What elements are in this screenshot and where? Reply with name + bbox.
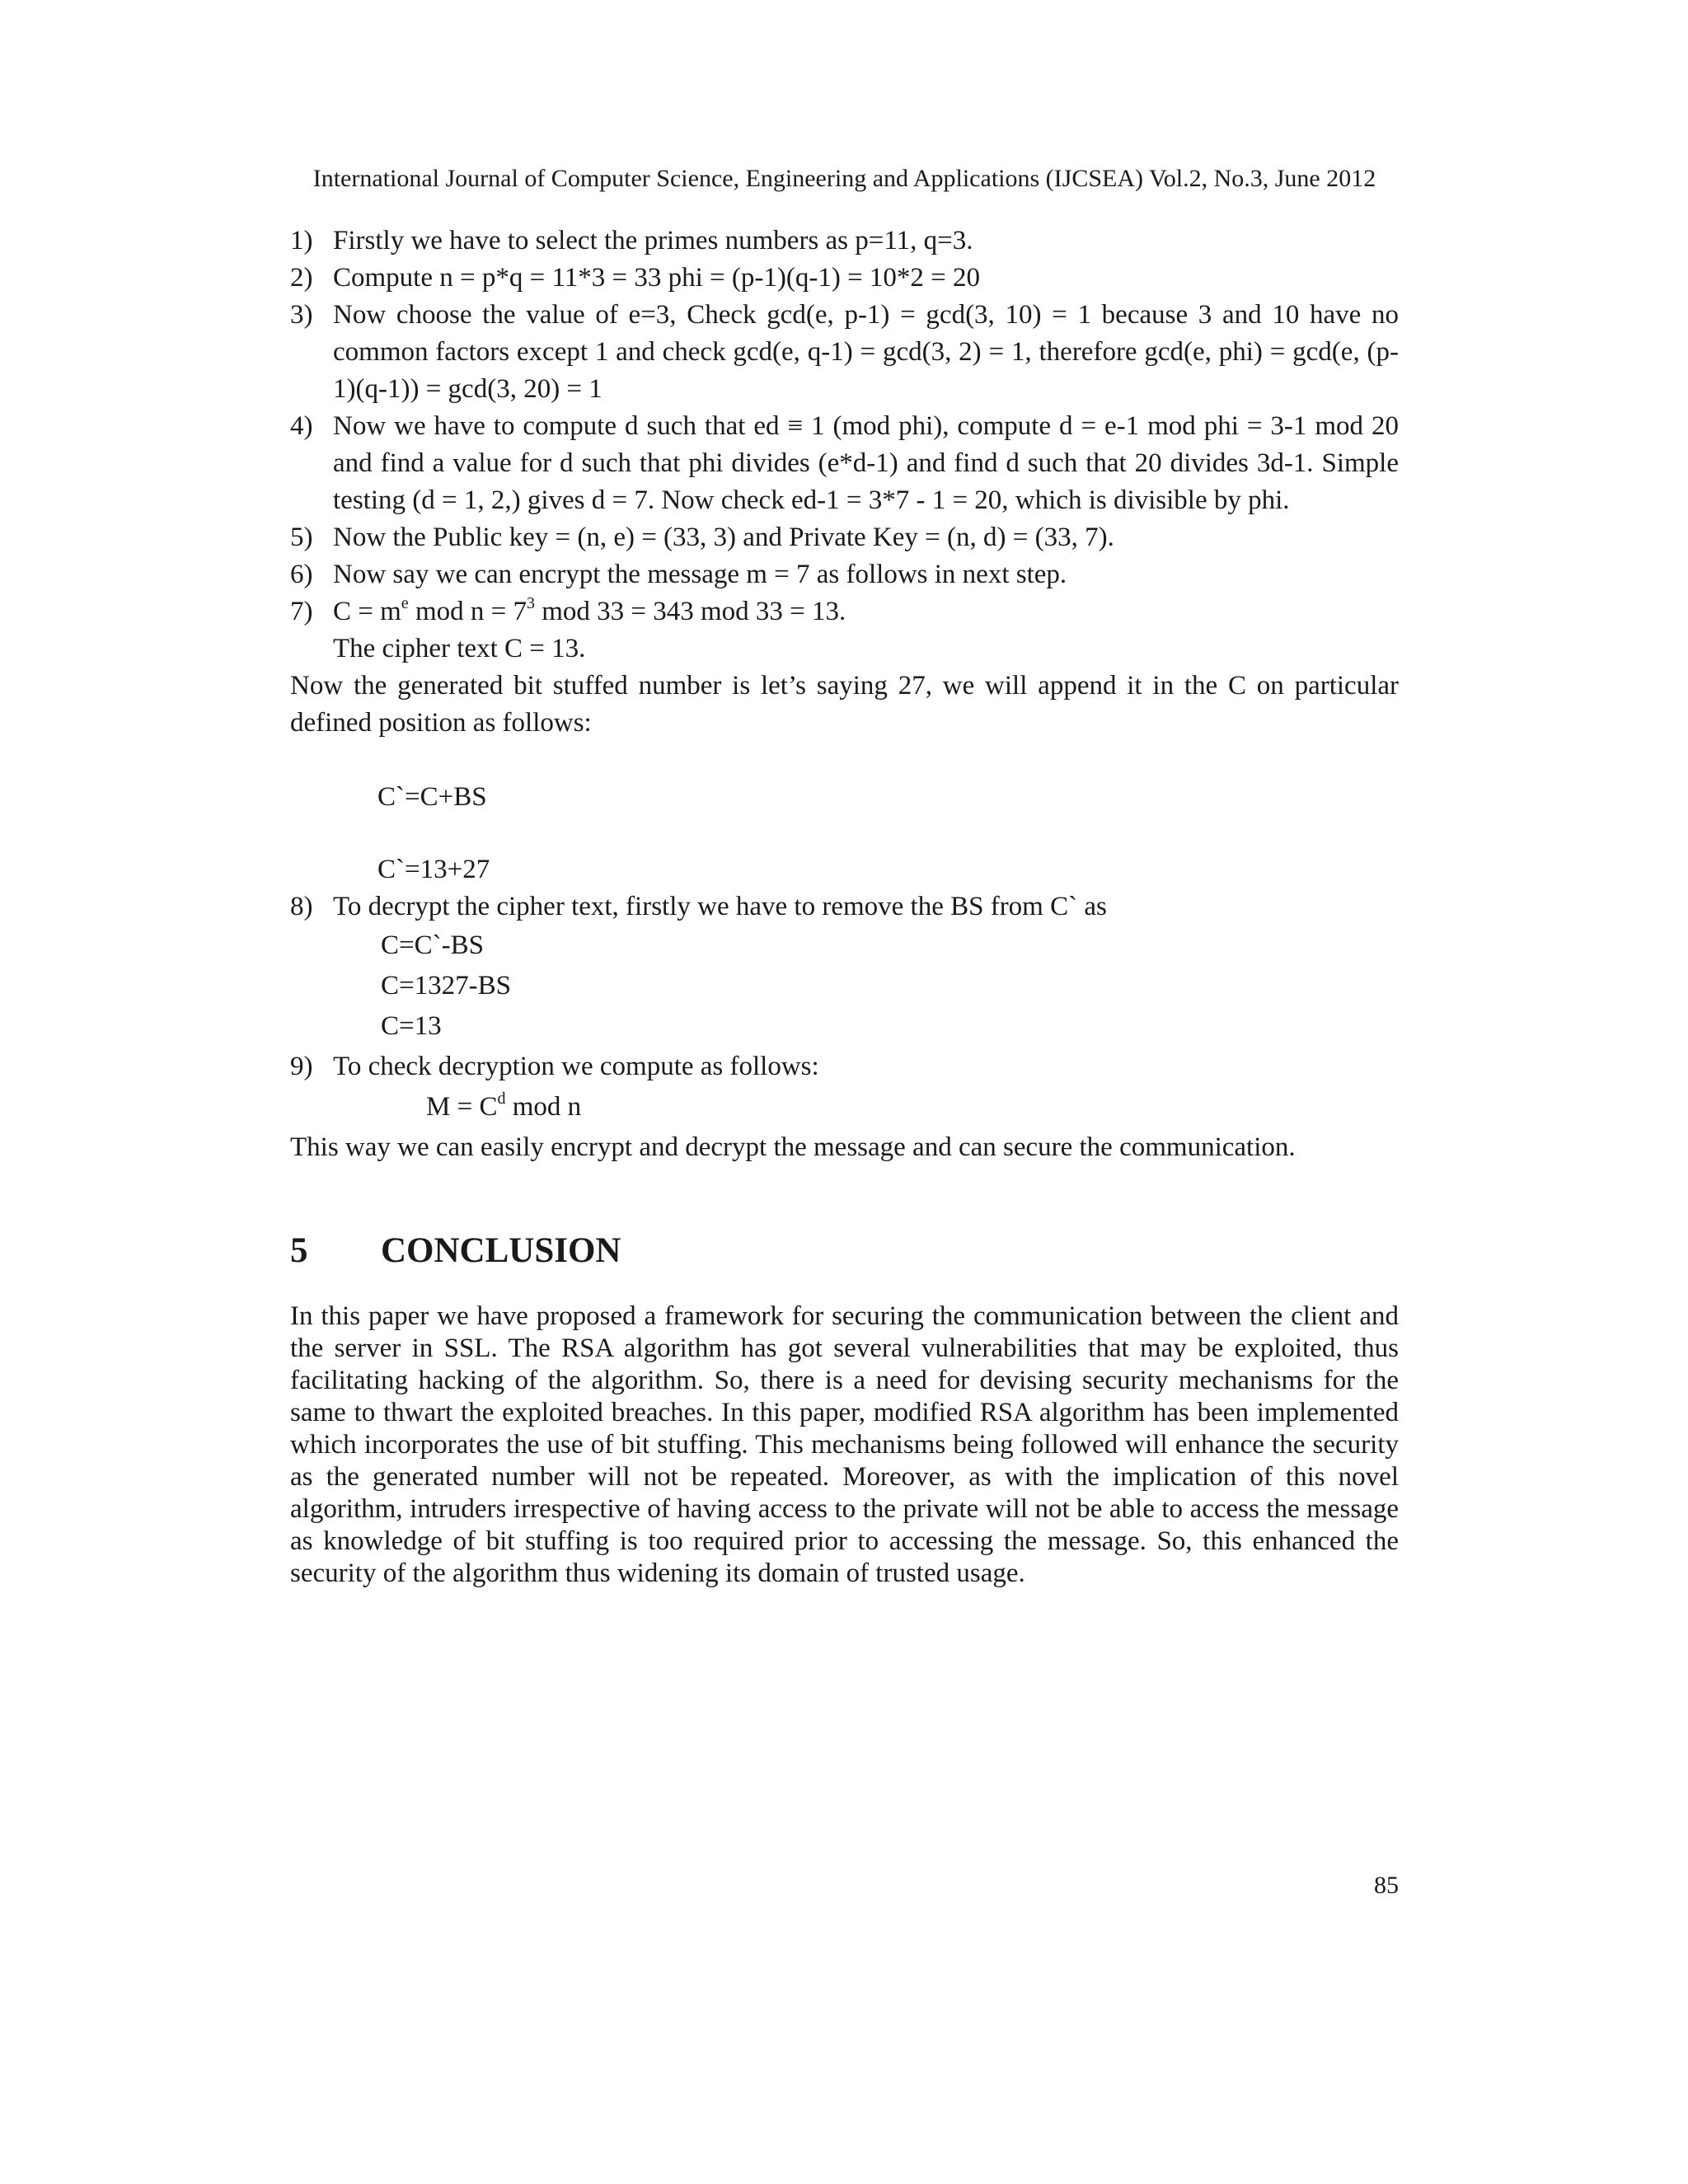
formula-part: mod 33 = 343 mod 33 = 13. bbox=[534, 597, 846, 626]
list-text: Now the Public key = (n, e) = (33, 3) and Private Key = (n, d) = (33, 7). bbox=[333, 523, 1114, 552]
bit-stuff-paragraph: Now the generated bit stuffed number is let’s saying 27, we will append it in the C on particular defined position as follows: bbox=[290, 671, 1399, 738]
formula-part: C = m bbox=[333, 597, 401, 626]
list-item bbox=[290, 223, 1399, 260]
section-heading bbox=[290, 1228, 1399, 1274]
list-text: Now we have to compute d such that ed ≡ 1 (mod phi), compute d = e-1 mod phi = 3-1 mod 20 and find a value for d such that phi divides (e*d-1) and find d such that 20 divides 3d-1. Simple testing (d = 1, 2,) gives d = 7. Now check ed-1 = 3*7 - 1 = 20, which is divisible by phi. bbox=[333, 411, 1399, 515]
list-number: 5) bbox=[290, 523, 313, 552]
running-header: International Journal of Computer Science, Engineering and Applications (IJCSEA) Vol.2, No.3, June 2012 bbox=[312, 165, 1376, 192]
equation: C=13 bbox=[381, 1011, 442, 1041]
list-number: 7) bbox=[290, 597, 313, 626]
list-text: Now choose the value of e=3, Check gcd(e, p-1) = gcd(3, 10) = 1 because 3 and 10 have no common factors except 1 and check gcd(e, q-1) = gcd(3, 2) = 1, therefore gcd(e, phi) = gcd(e, (p-1)(q-1)) = gcd(3, 20) = 1 bbox=[333, 300, 1399, 404]
section-title: CONCLUSION bbox=[381, 1231, 621, 1270]
list-number: 3) bbox=[290, 300, 313, 330]
section-number: 5 bbox=[290, 1231, 308, 1270]
formula-superscript: d bbox=[497, 1090, 506, 1108]
formula-part: mod n bbox=[505, 1092, 582, 1122]
decryption-formula bbox=[290, 1087, 1399, 1127]
closing-sentence: This way we can easily encrypt and decrypt the message and can secure the communication. bbox=[290, 1132, 1296, 1162]
encryption-formula bbox=[333, 594, 846, 626]
list-item bbox=[290, 408, 1399, 519]
list-number: 1) bbox=[290, 226, 313, 255]
main-body bbox=[290, 223, 1399, 1168]
equation: C=1327-BS bbox=[381, 971, 511, 1001]
equation: C`=C+BS bbox=[377, 782, 487, 812]
list-number: 2) bbox=[290, 263, 313, 293]
list-text: Now say we can encrypt the message m = 7 as follows in next step. bbox=[333, 560, 1067, 589]
list-item bbox=[290, 888, 1399, 926]
page-number: 85 bbox=[1374, 1872, 1399, 1899]
formula-part: mod n = 7 bbox=[408, 597, 527, 626]
list-number: 6) bbox=[290, 560, 313, 589]
list-item bbox=[290, 297, 1399, 408]
formula-part: M = C bbox=[426, 1092, 498, 1122]
list-text: Compute n = p*q = 11*3 = 33 phi = (p-1)(q-1) = 10*2 = 20 bbox=[333, 263, 981, 293]
formula-superscript: 3 bbox=[526, 594, 535, 612]
list-item bbox=[290, 260, 1399, 297]
equation: C`=13+27 bbox=[377, 855, 490, 884]
cipher-text-line: The cipher text C = 13. bbox=[333, 634, 586, 663]
conclusion-paragraph: In this paper we have proposed a framework for securing the communication between the client and the server in SSL. The RSA algorithm has got several vulnerabilities that may be exploited, thus facilitating hacking of the algorithm. So, there is a need for devising security mechanisms for the same to thwart the exploited breaches. In this paper, modified RSA algorithm has been implemented which incorporates the use of bit stuffing. This mechanisms being followed will enhance the security as the generated number will not be repeated. Moreover, as with the implication of this novel algorithm, intruders irrespective of having access to the private will not be able to access the message as knowledge of bit stuffing is too required prior to accessing the message. So, this enhanced the security of the algorithm thus widening its domain of trusted usage. bbox=[290, 1301, 1399, 1588]
list-text: To check decryption we compute as follows: bbox=[333, 1052, 819, 1081]
list-item bbox=[290, 556, 1399, 593]
formula-superscript: e bbox=[401, 594, 409, 612]
list-text: To decrypt the cipher text, firstly we have to remove the BS from C` as bbox=[333, 892, 1107, 921]
list-number: 4) bbox=[290, 411, 313, 441]
list-text: Firstly we have to select the primes numbers as p=11, q=3. bbox=[333, 226, 973, 255]
list-number: 8) bbox=[290, 892, 313, 921]
list-item bbox=[290, 519, 1399, 556]
equation: C=C`-BS bbox=[381, 930, 484, 960]
list-item bbox=[290, 593, 1399, 630]
list-item bbox=[290, 1047, 1399, 1087]
list-number: 9) bbox=[290, 1052, 313, 1081]
